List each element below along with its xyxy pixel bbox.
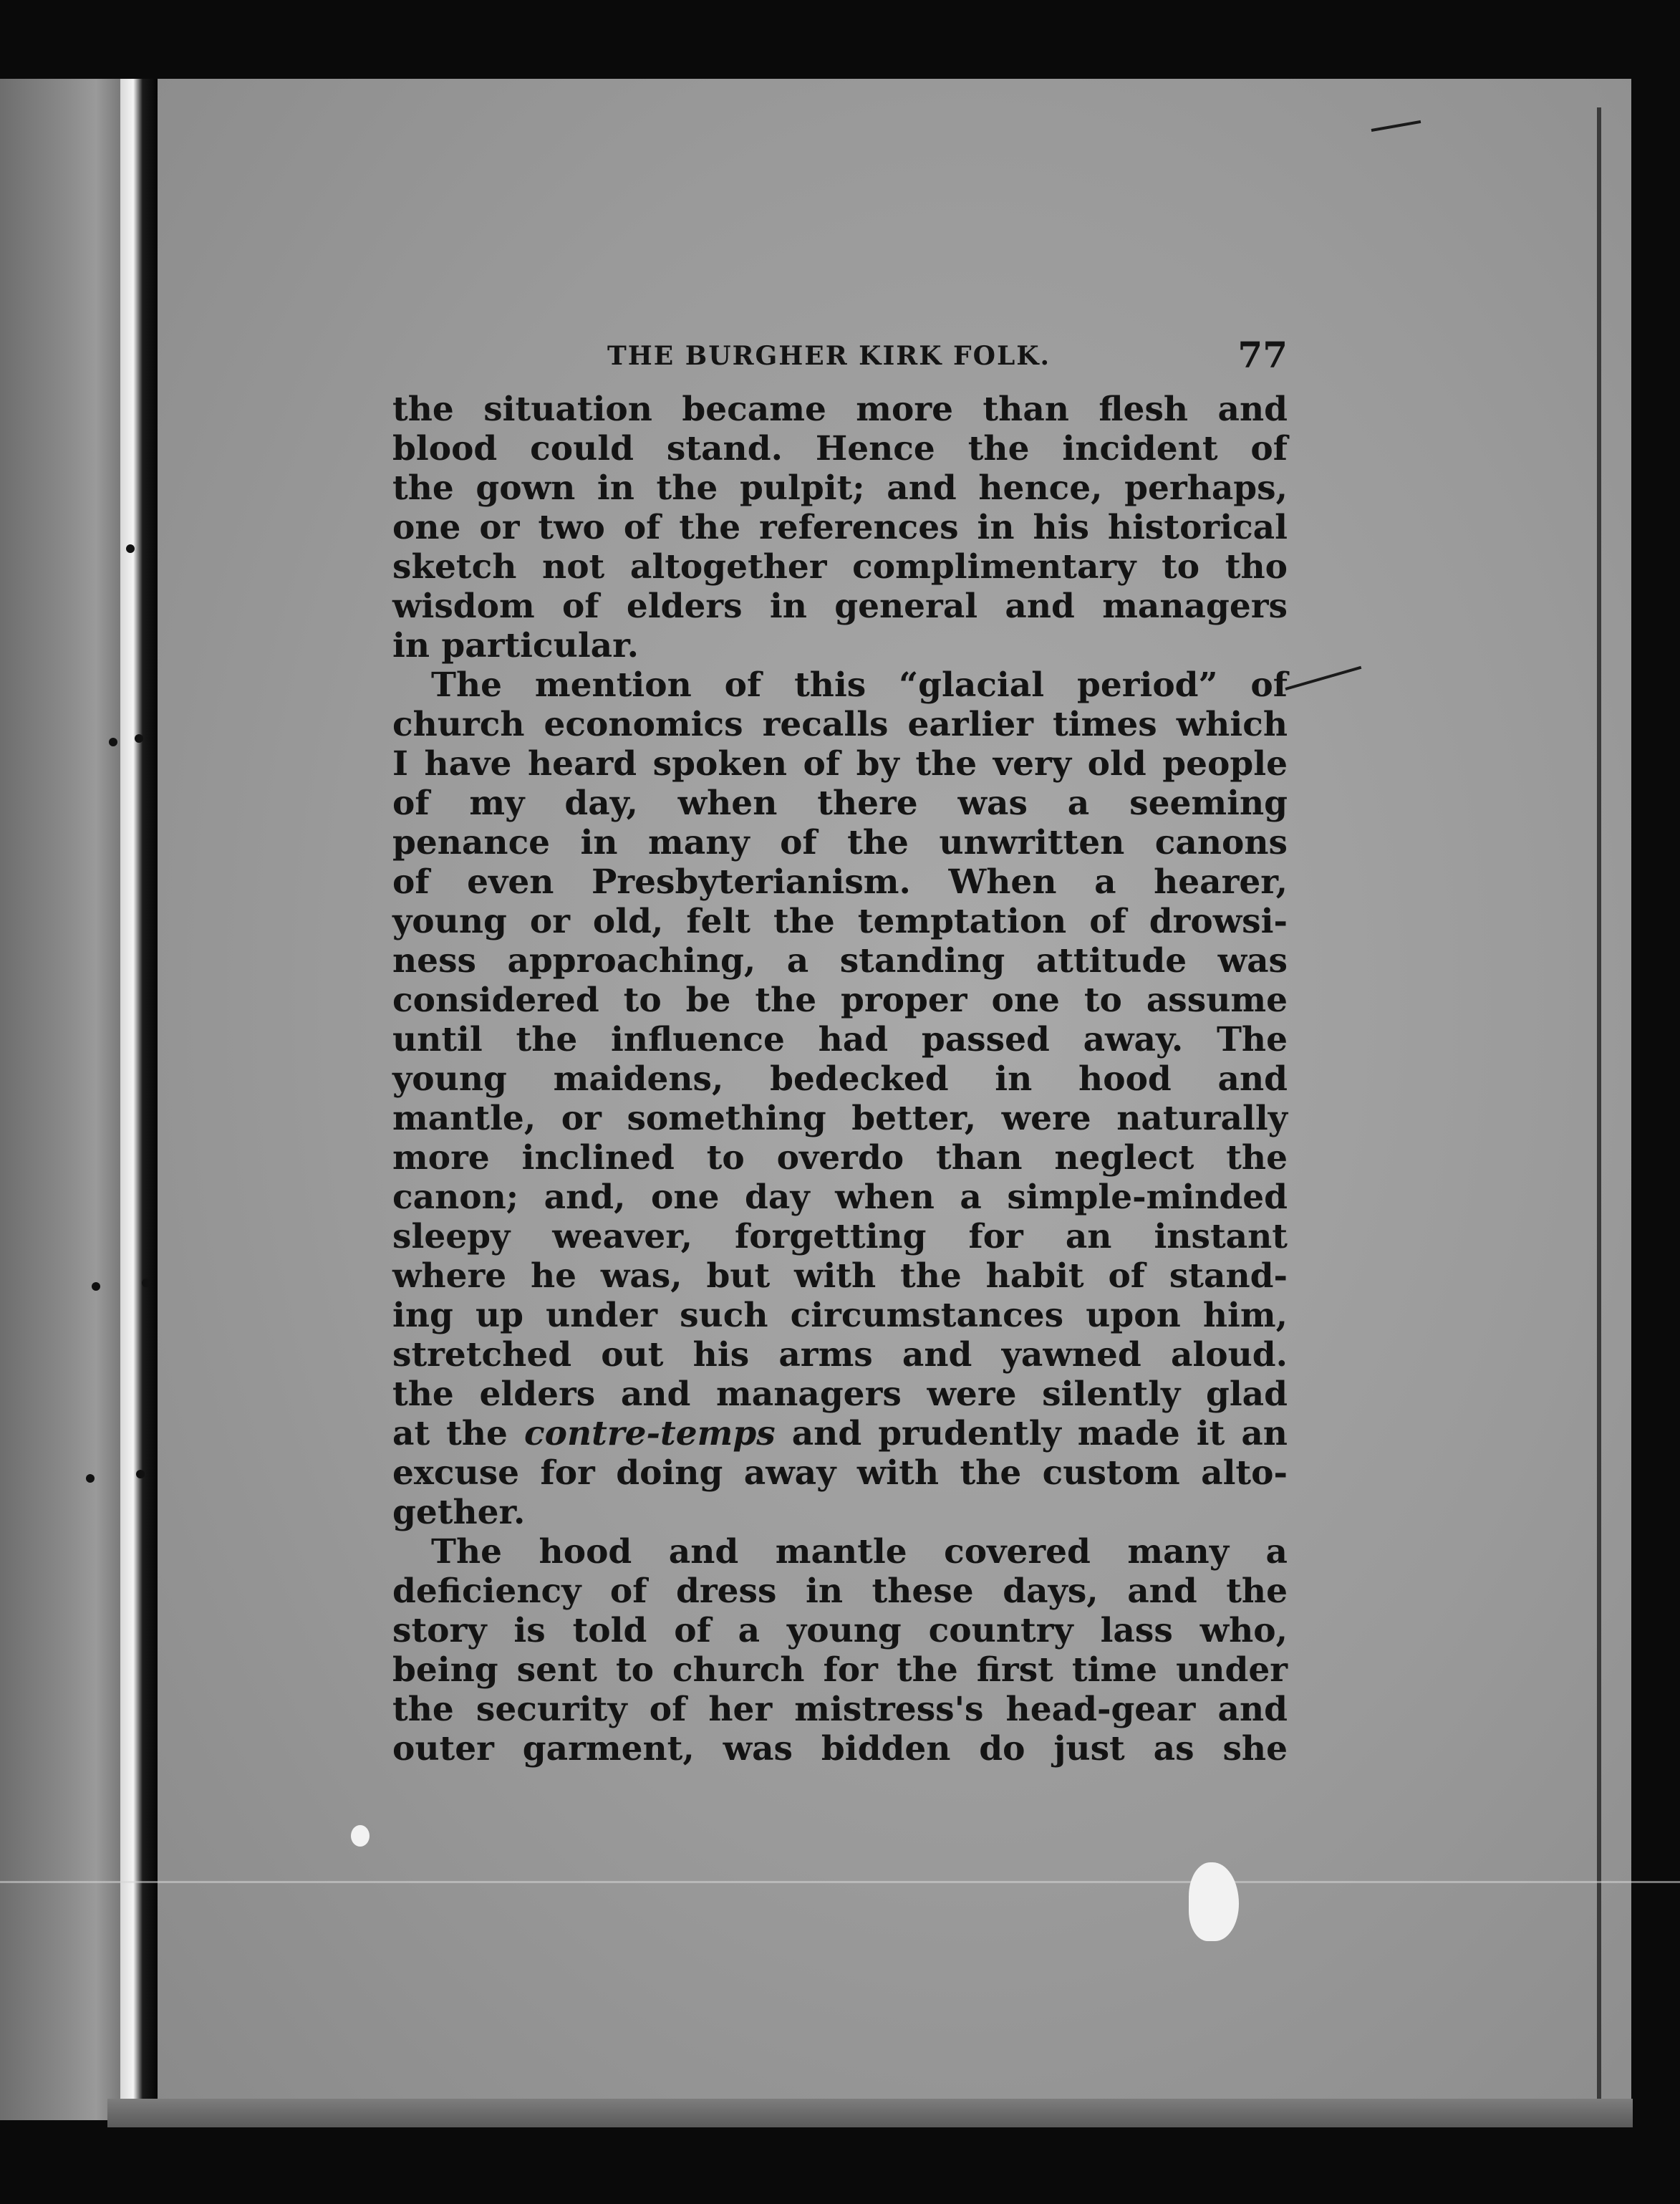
- text-line: one or two of the references in his historical: [392, 508, 1288, 547]
- page-bottom-edge: [107, 2099, 1633, 2127]
- text-line: I have heard spoken of by the very old people: [392, 744, 1288, 784]
- text-line: young maidens, bedecked in hood and: [392, 1059, 1288, 1099]
- text-line: young or old, felt the temptation of drowsi-: [392, 902, 1288, 941]
- text-line: of even Presbyterianism. When a hearer,: [392, 862, 1288, 902]
- text-line: the situation became more than flesh and: [392, 390, 1288, 429]
- text-line: deficiency of dress in these days, and the: [392, 1572, 1288, 1611]
- text-line: story is told of a young country lass who,: [392, 1611, 1288, 1650]
- text-fragment: at the: [392, 1414, 524, 1453]
- text-line: sleepy weaver, forgetting for an instant: [392, 1217, 1288, 1256]
- speck-mark: [136, 1470, 145, 1478]
- text-line: in particular.: [392, 626, 639, 665]
- text-line: The hood and mantle covered many a: [431, 1532, 1288, 1572]
- text-line: outer garment, was bidden do just as she: [392, 1729, 1288, 1769]
- text-line: excuse for doing away with the custom alto-: [392, 1453, 1288, 1493]
- text-line: the security of her mistress's head-gear and: [392, 1690, 1288, 1729]
- paper-damage-spot-small: [351, 1825, 370, 1847]
- text-line: the elders and managers were silently glad: [392, 1375, 1288, 1414]
- text-line: penance in many of the unwritten canons: [392, 823, 1288, 862]
- text-line: of my day, when there was a seeming: [392, 784, 1288, 823]
- running-head-title: THE BURGHER KIRK FOLK.: [607, 341, 1051, 371]
- scan-artifact-line: [0, 1881, 1680, 1883]
- speck-mark: [92, 1282, 100, 1291]
- text-line: stretched out his arms and yawned aloud.: [392, 1335, 1288, 1375]
- page-text: [392, 332, 1288, 1769]
- text-line: the gown in the pulpit; and hence, perhaps,: [392, 468, 1288, 508]
- speck-mark: [142, 1279, 150, 1287]
- book-gutter: [120, 79, 158, 2127]
- text-line: being sent to church for the first time under: [392, 1650, 1288, 1690]
- text-line: where he was, but with the habit of stand-: [392, 1256, 1288, 1296]
- text-line: until the influence had passed away. The: [392, 1020, 1288, 1059]
- paper-damage-spot: [1189, 1862, 1239, 1941]
- italic-phrase: contre-temps: [523, 1414, 776, 1453]
- text-line: The mention of this “glacial period” of: [431, 665, 1288, 705]
- speck-mark: [126, 544, 135, 553]
- text-line: more inclined to overdo than neglect the: [392, 1138, 1288, 1178]
- page-number: 77: [1237, 334, 1288, 376]
- page-edge-shadow: [1597, 107, 1601, 2113]
- text-line: church economics recalls earlier times which: [392, 705, 1288, 744]
- facing-page-edge: [0, 79, 120, 2120]
- speck-mark: [109, 738, 117, 746]
- text-line: considered to be the proper one to assume: [392, 981, 1288, 1020]
- text-fragment: and prudently made it an: [791, 1414, 1288, 1453]
- text-line: canon; and, one day when a simple-minded: [392, 1178, 1288, 1217]
- text-line: ing up under such circumstances upon him,: [392, 1296, 1288, 1335]
- running-head: [392, 332, 1288, 390]
- text-line: sketch not altogether complimentary to tho: [392, 547, 1288, 587]
- speck-mark: [86, 1474, 95, 1483]
- text-line: mantle, or something better, were naturally: [392, 1099, 1288, 1138]
- text-line: ness approaching, a standing attitude was: [392, 941, 1288, 981]
- text-line: blood could stand. Hence the incident of: [392, 429, 1288, 468]
- text-line: gether.: [392, 1493, 526, 1532]
- speck-mark: [135, 734, 143, 743]
- text-line: wisdom of elders in general and managers: [392, 587, 1288, 626]
- text-line-with-italic: [392, 1414, 1288, 1453]
